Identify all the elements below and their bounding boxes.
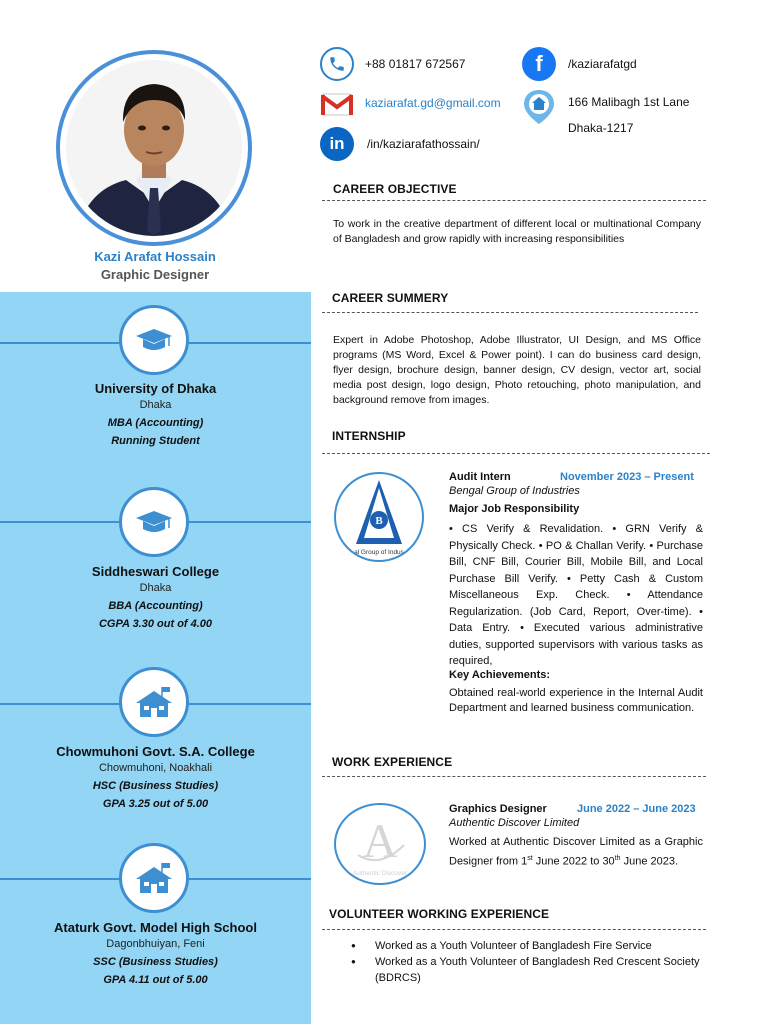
degree: HSC (Business Studies) — [92, 780, 219, 792]
list-item: ● Worked as a Youth Volunteer of Bangladesh Fire Service — [329, 938, 703, 954]
school-building-icon — [119, 667, 189, 737]
result: GPA 3.25 out of 5.00 — [102, 798, 209, 810]
work-organization: Authentic Discover Limited — [449, 817, 580, 829]
career-summary-text: Expert in Adobe Photoshop, Adobe Illustrator, UI Design, and MS Office programs (MS Word, Excel & Power point). I can do business card design, flyer design, brochure design, banner design, CV design, vector art, social media post design, logo design, Photo retouching, photo manipulation, and background remove from images. — [333, 334, 701, 406]
degree: SSC (Business Studies) — [93, 956, 218, 968]
internship-organization: Bengal Group of Industries — [449, 485, 580, 497]
logo-text: Authentic Discover — [352, 870, 408, 877]
section-divider — [322, 453, 710, 454]
facebook-icon: f — [522, 47, 556, 81]
education-item — [0, 743, 311, 813]
internship-title: Audit Intern — [449, 471, 511, 483]
achievements-heading: Key Achievements: — [449, 669, 551, 681]
phone-number[interactable]: +88 01817 672567 — [365, 57, 466, 71]
section-divider — [322, 929, 706, 930]
location-home-icon — [522, 88, 556, 126]
profile-photo — [66, 60, 242, 236]
career-objective-heading: CAREER OBJECTIVE — [333, 182, 457, 196]
section-divider — [322, 776, 706, 777]
institution-location: Dhaka — [139, 399, 172, 411]
gmail-icon — [320, 87, 354, 121]
linkedin-link[interactable]: /in/kaziarafathossain/ — [367, 137, 480, 151]
responsibility-text: • CS Verify & Revalidation. • GRN Verify & Physically Check. • PO & Challan Verify. • Purchase Bill, CNF Bill, Courier Bill, Mobile Bill, and Local Purchase Bill Verify. • Petty Cash & Custom Miscellaneous Exp. Check. • Attendance Regularization. (Job Card, Report, Over-time). • Data Entry. • Executed various administrative duties, supported supervisors with various tasks as required, — [449, 523, 703, 667]
degree: BBA (Accounting) — [108, 600, 203, 612]
profile-name: Kazi Arafat Hossain — [94, 249, 216, 264]
result: CGPA 3.30 out of 4.00 — [98, 618, 213, 630]
career-objective-text: To work in the creative department of different local or multinational Company of Bangladesh and grow rapidly with increasing responsibilities — [333, 218, 701, 245]
degree: MBA (Accounting) — [107, 417, 204, 429]
list-item: ● Worked as a Youth Volunteer of Bangladesh Red Crescent Society (BDRCS) — [329, 954, 703, 986]
graduation-cap-icon — [119, 487, 189, 557]
linkedin-icon: in — [320, 127, 354, 161]
institution-location: Dhaka — [139, 582, 172, 594]
result: GPA 4.11 out of 5.00 — [103, 974, 208, 986]
graduation-cap-icon — [119, 305, 189, 375]
work-title: Graphics Designer — [449, 803, 547, 815]
volunteer-heading: VOLUNTEER WORKING EXPERIENCE — [329, 907, 550, 921]
result: Running Student — [111, 435, 200, 447]
phone-icon — [320, 47, 354, 81]
responsibility-heading: Major Job Responsibility — [449, 503, 580, 515]
education-item — [0, 919, 311, 989]
institution-location: Chowmuhoni, Noakhali — [98, 762, 213, 774]
career-summary-heading: CAREER SUMMERY — [332, 291, 449, 305]
facebook-link[interactable]: /kaziarafatgd — [568, 57, 637, 71]
authentic-discover-logo — [334, 803, 426, 885]
email-link[interactable]: kaziarafat.gd@gmail.com — [365, 96, 501, 110]
institution-name: University of Dhaka — [94, 381, 217, 396]
institution-name: Chowmuhoni Govt. S.A. College — [56, 744, 255, 759]
work-description: Worked at Authentic Discover Limited as a Graphic Designer from 1st June 2022 to 30th June 2023. — [449, 836, 703, 868]
school-building-icon — [119, 843, 189, 913]
education-item — [0, 380, 311, 450]
institution-location: Dagonbhuiyan, Feni — [106, 938, 205, 950]
education-item — [0, 563, 311, 633]
logo-letter: A — [362, 815, 398, 868]
achievements-text: Obtained real-world experience in the Internal Audit Department and learned business communication. — [449, 687, 703, 714]
work-experience-heading: WORK EXPERIENCE — [332, 755, 453, 769]
address-line-1: 166 Malibagh 1st Lane — [568, 95, 690, 109]
profile-title: Graphic Designer — [100, 267, 210, 282]
volunteer-list — [329, 938, 703, 986]
internship-date: November 2023 – Present — [560, 471, 694, 483]
work-date: June 2022 – June 2023 — [577, 803, 696, 815]
logo-letter: B — [375, 515, 383, 527]
logo-text: al Group of Indus — [354, 549, 404, 556]
institution-name: Ataturk Govt. Model High School — [54, 920, 257, 935]
internship-heading: INTERNSHIP — [332, 429, 406, 443]
section-divider — [322, 312, 698, 313]
profile-photo-frame — [56, 50, 252, 246]
bengal-group-logo — [334, 472, 424, 562]
institution-name: Siddheswari College — [91, 564, 220, 579]
section-divider — [322, 200, 706, 201]
address-line-2: Dhaka-1217 — [568, 121, 634, 135]
